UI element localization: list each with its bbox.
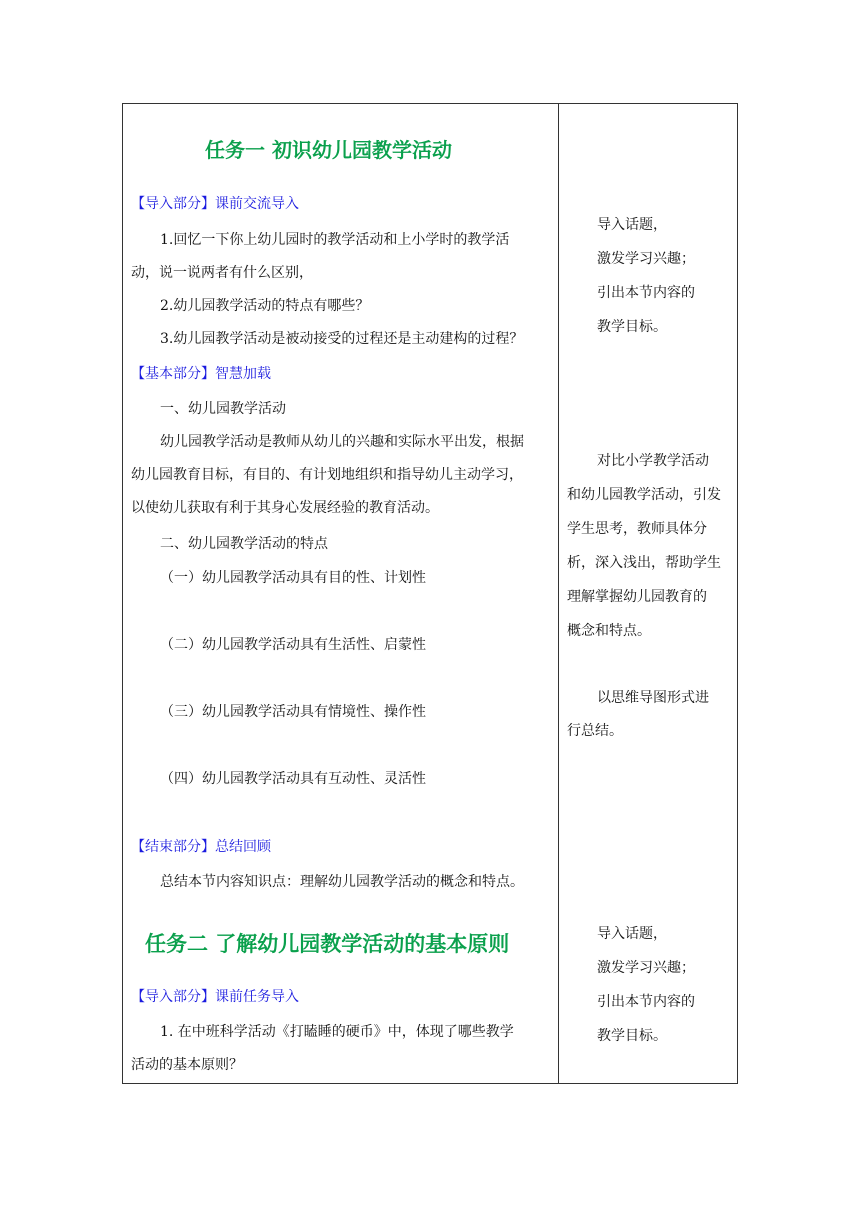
- task1-basic-heading: 【基本部分】智慧加载: [131, 366, 271, 382]
- task1-summary: 总结本节内容知识点：理解幼儿园教学活动的概念和特点。: [160, 874, 524, 890]
- note4-line2: 激发学习兴趣；: [597, 960, 695, 976]
- task2-question-1-line2: 活动的基本原则？: [131, 1057, 243, 1073]
- task1-question-1-line2: 动，说一说两者有什么区别，: [131, 265, 313, 281]
- note2-line2: 和幼儿园教学活动，引发: [567, 487, 721, 503]
- note1-line2: 激发学习兴趣；: [597, 251, 695, 267]
- task1-definition-line3: 以使幼儿获取有利于其身心发展经验的教育活动。: [131, 500, 439, 516]
- task1-question-3: 3.幼儿园教学活动是被动接受的过程还是主动建构的过程？: [160, 331, 524, 347]
- note2-line6: 概念和特点。: [567, 623, 651, 639]
- task1-definition-line1: 幼儿园教学活动是教师从幼儿的兴趣和实际水平出发，根据: [160, 434, 524, 450]
- task1-end-heading: 【结束部分】总结回顾: [131, 839, 271, 855]
- task1-feature-2: （二）幼儿园教学活动具有生活性、启蒙性: [160, 637, 426, 653]
- task1-section1-heading: 一、幼儿园教学活动: [160, 401, 286, 417]
- note1-line1: 导入话题，: [597, 217, 667, 233]
- task1-feature-1: （一）幼儿园教学活动具有目的性、计划性: [160, 570, 426, 586]
- note2-line5: 理解掌握幼儿园教育的: [567, 589, 707, 605]
- task1-intro-heading: 【导入部分】课前交流导入: [131, 196, 299, 212]
- task2-title: 任务二 了解幼儿园教学活动的基本原则: [145, 932, 510, 956]
- note4-line4: 教学目标。: [597, 1028, 667, 1044]
- task2-intro-heading: 【导入部分】课前任务导入: [131, 989, 299, 1005]
- note3-line2: 行总结。: [567, 723, 623, 739]
- task1-section2-heading: 二、幼儿园教学活动的特点: [160, 536, 328, 552]
- task1-definition-line2: 幼儿园教育目标，有目的、有计划地组织和指导幼儿主动学习，: [131, 467, 523, 483]
- column-divider: [558, 103, 559, 1084]
- task1-feature-3: （三）幼儿园教学活动具有情境性、操作性: [160, 704, 426, 720]
- task1-feature-4: （四）幼儿园教学活动具有互动性、灵活性: [160, 771, 426, 787]
- task2-question-1-line1: 1. 在中班科学活动《打瞌睡的硬币》中，体现了哪些教学: [160, 1024, 514, 1040]
- note2-line4: 析，深入浅出，帮助学生: [567, 555, 721, 571]
- note4-line1: 导入话题，: [597, 926, 667, 942]
- task1-title: 任务一 初识幼儿园教学活动: [205, 138, 452, 162]
- note3-line1: 以思维导图形式进: [597, 690, 709, 706]
- task1-question-1-line1: 1.回忆一下你上幼儿园时的教学活动和上小学时的教学活: [160, 232, 510, 248]
- note1-line4: 教学目标。: [597, 319, 667, 335]
- note1-line3: 引出本节内容的: [597, 285, 695, 301]
- task1-question-2: 2.幼儿园教学活动的特点有哪些？: [160, 298, 370, 314]
- note4-line3: 引出本节内容的: [597, 994, 695, 1010]
- note2-line1: 对比小学教学活动: [597, 453, 709, 469]
- note2-line3: 学生思考，教师具体分: [567, 521, 707, 537]
